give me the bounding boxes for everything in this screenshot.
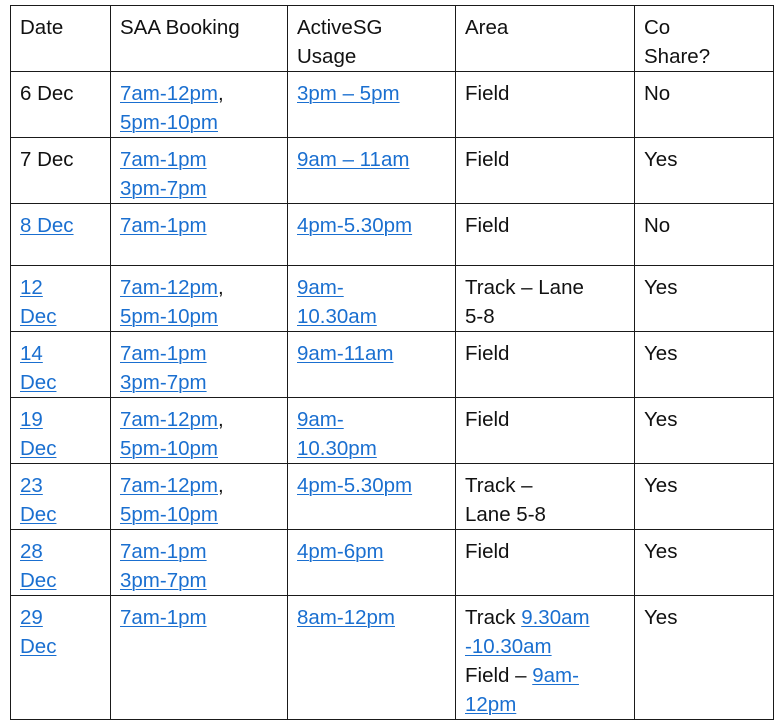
area-cell: [456, 464, 635, 530]
activesg-time-link[interactable]: 4pm-5.30pm: [297, 214, 413, 237]
activesg-time-link[interactable]: 3pm – 5pm: [297, 82, 400, 105]
saa-booking-cell: [111, 398, 288, 464]
date-link[interactable]: 12: [20, 276, 43, 299]
activesg-time-link[interactable]: 4pm-6pm: [297, 540, 384, 563]
saa-time-link[interactable]: 7am-1pm: [120, 342, 207, 365]
date-link[interactable]: Dec: [20, 503, 57, 526]
saa-booking-cell: [111, 204, 288, 266]
saa-time-link[interactable]: 7am-12pm: [120, 474, 218, 497]
co-share-cell: [635, 464, 774, 530]
activesg-usage-cell: [288, 204, 456, 266]
activesg-time-link[interactable]: 9am-: [297, 276, 344, 299]
date-link[interactable]: Dec: [20, 305, 57, 328]
co-share-value: Yes: [644, 408, 678, 431]
area-track-label: Track: [465, 606, 516, 629]
activesg-usage-cell: [288, 596, 456, 720]
table-row: [11, 596, 774, 720]
date-text: 7 Dec: [20, 148, 74, 171]
table-row: [11, 332, 774, 398]
area-field-label: Field –: [465, 664, 533, 687]
date-cell: [11, 464, 111, 530]
activesg-time-link[interactable]: 9am-11am: [297, 342, 394, 365]
table-row: [11, 398, 774, 464]
saa-booking-cell: [111, 596, 288, 720]
saa-booking-cell: [111, 332, 288, 398]
saa-time-link[interactable]: 3pm-7pm: [120, 569, 207, 592]
area-track-time-link[interactable]: -10.30am: [465, 635, 552, 658]
activesg-time-link[interactable]: 4pm-5.30pm: [297, 474, 413, 497]
area-cell: [456, 332, 635, 398]
saa-time-link[interactable]: 5pm-10pm: [120, 111, 218, 134]
area-text: Field: [465, 342, 510, 365]
date-cell: [11, 332, 111, 398]
saa-time-link[interactable]: 7am-12pm: [120, 408, 218, 431]
activesg-usage-cell: [288, 266, 456, 332]
co-share-cell: [635, 266, 774, 332]
area-cell: [456, 204, 635, 266]
area-text: Field: [465, 540, 510, 563]
saa-time-link[interactable]: 5pm-10pm: [120, 305, 218, 328]
area-track-time-link[interactable]: 9.30am: [521, 606, 590, 629]
co-share-value: Yes: [644, 540, 678, 563]
area-cell: [456, 72, 635, 138]
co-share-value: Yes: [644, 474, 678, 497]
booking-table: [10, 5, 774, 720]
header-area: Area: [456, 6, 635, 72]
saa-time-link[interactable]: 7am-1pm: [120, 148, 207, 171]
area-cell: [456, 530, 635, 596]
date-link[interactable]: Dec: [20, 437, 57, 460]
date-cell: [11, 204, 111, 266]
area-text: Field: [465, 408, 510, 431]
co-share-cell: [635, 138, 774, 204]
co-share-value: Yes: [644, 342, 678, 365]
co-share-cell: [635, 596, 774, 720]
saa-booking-cell: [111, 266, 288, 332]
date-link[interactable]: 23: [20, 474, 43, 497]
date-link[interactable]: Dec: [20, 635, 57, 658]
co-share-value: No: [644, 82, 671, 105]
header-activesg-usage: ActiveSG Usage: [288, 6, 456, 72]
activesg-usage-cell: [288, 138, 456, 204]
saa-booking-cell: [111, 464, 288, 530]
saa-time-link[interactable]: 5pm-10pm: [120, 503, 218, 526]
saa-separator: ,: [218, 82, 224, 105]
saa-booking-cell: [111, 530, 288, 596]
date-cell: [11, 398, 111, 464]
date-link[interactable]: Dec: [20, 569, 57, 592]
activesg-usage-cell: [288, 464, 456, 530]
saa-separator: ,: [218, 408, 224, 431]
activesg-usage-cell: [288, 530, 456, 596]
activesg-usage-cell: [288, 332, 456, 398]
area-text: Field: [465, 82, 510, 105]
date-link[interactable]: 28: [20, 540, 43, 563]
saa-separator: ,: [218, 276, 224, 299]
date-cell: [11, 266, 111, 332]
co-share-value: No: [644, 214, 671, 237]
activesg-usage-cell: [288, 398, 456, 464]
date-link[interactable]: 19: [20, 408, 43, 431]
date-cell: [11, 138, 111, 204]
area-text: 5-8: [465, 305, 495, 328]
saa-time-link[interactable]: 7am-12pm: [120, 82, 218, 105]
activesg-usage-cell: [288, 72, 456, 138]
saa-time-link[interactable]: 5pm-10pm: [120, 437, 218, 460]
saa-time-link[interactable]: 7am-1pm: [120, 540, 207, 563]
saa-time-link[interactable]: 3pm-7pm: [120, 177, 207, 200]
saa-time-link[interactable]: 3pm-7pm: [120, 371, 207, 394]
co-share-cell: [635, 72, 774, 138]
table-row: [11, 266, 774, 332]
co-share-cell: [635, 204, 774, 266]
activesg-time-link[interactable]: 8am-12pm: [297, 606, 395, 629]
table-row: [11, 138, 774, 204]
co-share-cell: [635, 530, 774, 596]
date-link[interactable]: 29: [20, 606, 43, 629]
area-field-time-link[interactable]: 12pm: [465, 693, 517, 716]
area-cell: [456, 266, 635, 332]
area-text: Track –: [465, 474, 533, 497]
header-co-share: Co Share?: [635, 6, 774, 72]
area-cell: [456, 596, 635, 720]
area-cell: [456, 138, 635, 204]
date-cell: [11, 72, 111, 138]
co-share-value: Yes: [644, 148, 678, 171]
table-row: [11, 464, 774, 530]
date-text: 6 Dec: [20, 82, 74, 105]
date-cell: [11, 530, 111, 596]
header-date: Date: [11, 6, 111, 72]
area-cell: [456, 398, 635, 464]
table-row: [11, 72, 774, 138]
date-link[interactable]: 14: [20, 342, 43, 365]
activesg-time-link[interactable]: 9am-: [297, 408, 344, 431]
date-link[interactable]: Dec: [20, 371, 57, 394]
table-row: [11, 530, 774, 596]
area-text: Track – Lane: [465, 276, 584, 299]
date-link[interactable]: 8 Dec: [20, 214, 74, 237]
area-text: Field: [465, 214, 510, 237]
co-share-cell: [635, 398, 774, 464]
area-text: Field: [465, 148, 510, 171]
activesg-time-link[interactable]: 9am – 11am: [297, 148, 410, 171]
table-body: [11, 72, 774, 596]
area-text: Lane 5-8: [465, 503, 546, 526]
saa-separator: ,: [218, 474, 224, 497]
date-cell: [11, 596, 111, 720]
co-share-value: Yes: [644, 606, 678, 629]
table-row: [11, 204, 774, 266]
header-saa-booking: SAA Booking: [111, 6, 288, 72]
header-row: [11, 6, 774, 72]
saa-time-link[interactable]: 7am-1pm: [120, 214, 207, 237]
saa-time-link[interactable]: 7am-1pm: [120, 606, 207, 629]
saa-booking-cell: [111, 72, 288, 138]
co-share-value: Yes: [644, 276, 678, 299]
activesg-time-link[interactable]: 10.30am: [297, 305, 377, 328]
saa-time-link[interactable]: 7am-12pm: [120, 276, 218, 299]
saa-booking-cell: [111, 138, 288, 204]
area-field-time-link[interactable]: 9am-: [532, 664, 579, 687]
co-share-cell: [635, 332, 774, 398]
activesg-time-link[interactable]: 10.30pm: [297, 437, 377, 460]
